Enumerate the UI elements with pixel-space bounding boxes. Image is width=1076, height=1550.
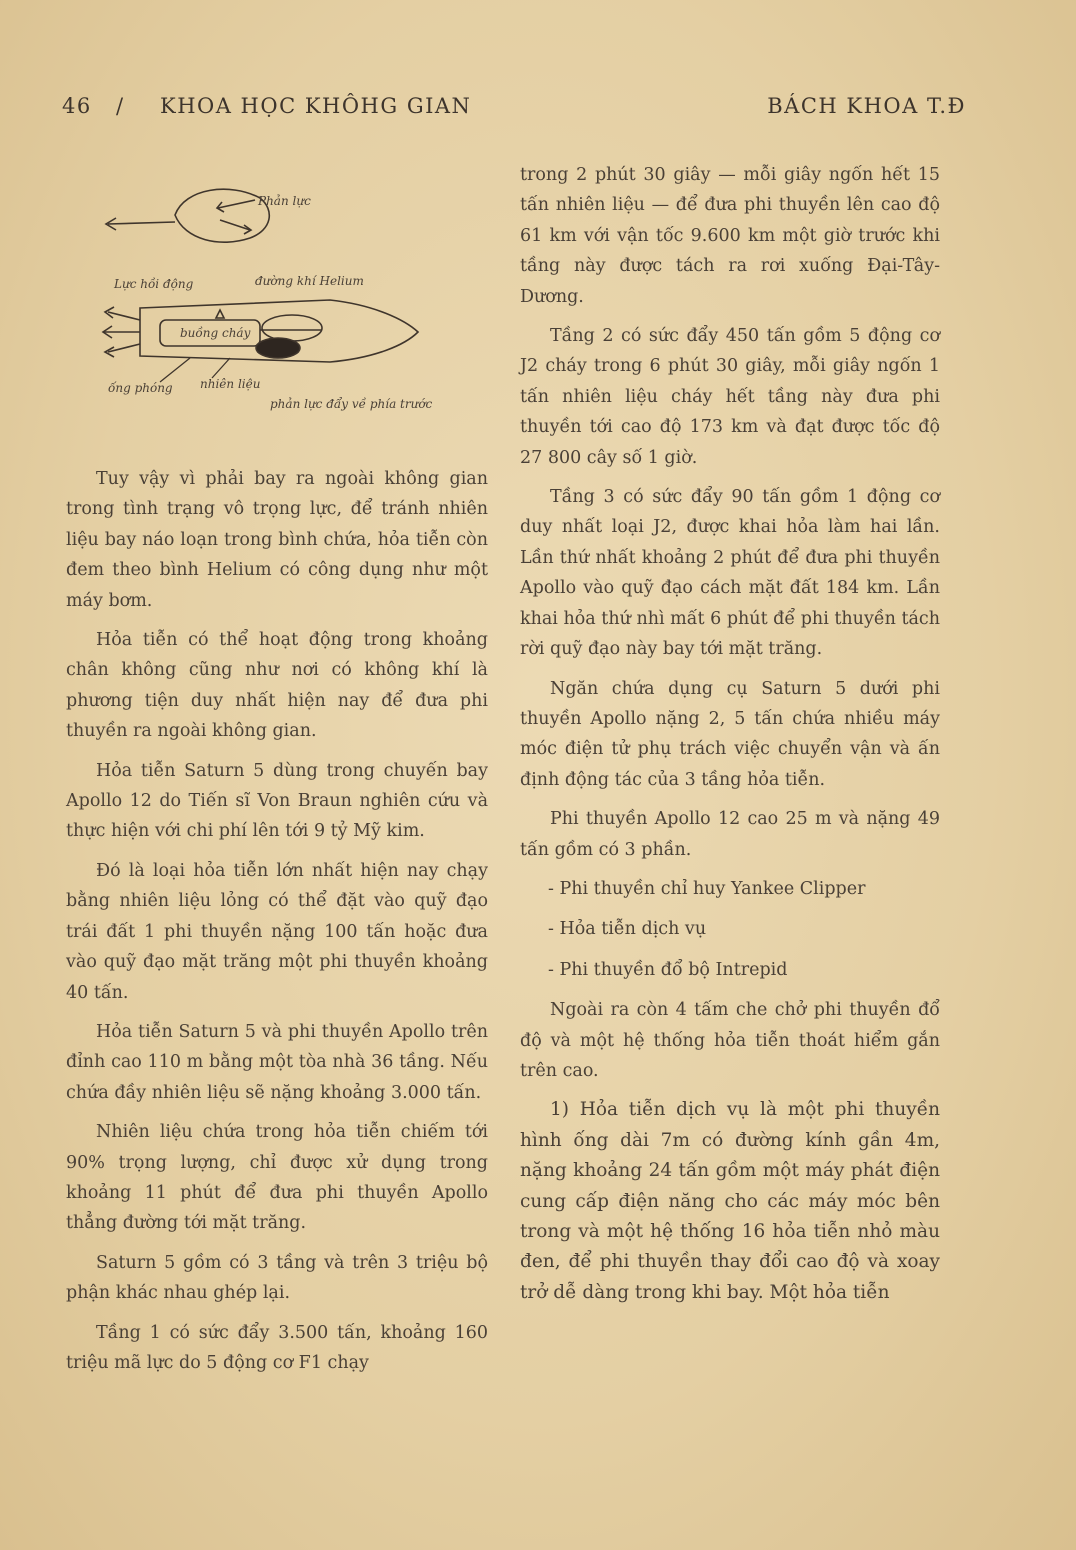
paragraph: Hỏa tiễn Saturn 5 và phi thuyền Apollo trên đỉnh cao 110 m bằng một tòa nhà 36 tầng. Nếu chứa đầy nhiên liệu sẽ nặng khoảng 3.000 tấn. bbox=[66, 1021, 488, 1103]
paragraph: Hỏa tiễn Saturn 5 dùng trong chuyến bay Apollo 12 do Tiến sĩ Von Braun nghiên cứu và thực hiện với chi phí lên tới 9 tỷ Mỹ kim. bbox=[66, 760, 488, 842]
section-title: KHOA HỌC KHÔHG GIAN bbox=[160, 94, 472, 118]
thrust-label: Phản lực bbox=[258, 194, 311, 208]
list-item: - Phi thuyền chỉ huy Yankee Clipper bbox=[548, 878, 866, 899]
page-header bbox=[62, 94, 966, 124]
rocket-diagram bbox=[100, 160, 460, 440]
paragraph: Ngăn chứa dụng cụ Saturn 5 dưới phi thuyền Apollo nặng 2, 5 tấn chứa nhiều máy móc điện tử phụ trách việc chuyển vận và ấn định động tác của 3 tầng hỏa tiễn. bbox=[520, 678, 940, 790]
rocket-body bbox=[103, 300, 418, 362]
paragraph: Ngoài ra còn 4 tấm che chở phi thuyền đổ độ và một hệ thống hỏa tiễn thoát hiểm gắn trên cao. bbox=[520, 1000, 940, 1081]
forward-thrust-label: phản lực đẩy về phía trước bbox=[270, 397, 433, 411]
list-item: - Hỏa tiễn dịch vụ bbox=[548, 919, 707, 940]
paragraph: Tầng 3 có sức đẩy 90 tấn gồm 1 động cơ duy nhất loại J2, được khai hỏa làm hai lần. Lần thứ nhất khoảng 2 phút để đưa phi thuyền Apollo vào quỹ đạo cách mặt đất 184 km. Lần khai hỏa thứ nhì mất 6 phút để phi thuyền tách rời quỹ đạo này bay tới mặt trăng. bbox=[520, 487, 940, 660]
reactive-force-label: Lực hồi động bbox=[114, 277, 194, 291]
nozzle-label: ống phóng bbox=[108, 381, 173, 395]
paragraph: Tầng 2 có sức đẩy 450 tấn gồm 5 động cơ J2 cháy trong 6 phút 30 giây, mỗi giây ngốn 1 tấn nhiên liệu cháy hết tầng này đưa phi thuyền tới cao độ 173 km và đạt được tốc độ 27 800 cây số 1 giờ. bbox=[520, 326, 940, 468]
paragraph: Saturn 5 gồm có 3 tầng và trên 3 triệu bộ phận khác nhau ghép lại. bbox=[66, 1252, 488, 1304]
page-number: 46 bbox=[62, 94, 92, 118]
header-separator: / bbox=[116, 94, 125, 118]
journal-title: BÁCH KHOA T.Đ bbox=[767, 94, 966, 118]
fuel-label: nhiên liệu bbox=[200, 377, 261, 391]
numbered-paragraph: 1) Hỏa tiễn dịch vụ là một phi thuyền hình ống dài 7m có đường kính gần 4m, nặng khoảng 24 tấn gồm một máy phát điện cung cấp điện năng cho các máy móc bên trong và một hệ thống 16 hỏa tiễn nhỏ màu đen, để phi thuyền thay đổi cao độ và xoay trở dễ dàng trong khi bay. Một hỏa tiễn bbox=[520, 1099, 940, 1303]
thrust-sketch bbox=[106, 189, 269, 242]
list-item: - Phi thuyền đổ bộ Intrepid bbox=[548, 959, 788, 980]
paragraph: Hỏa tiễn có thể hoạt động trong khoảng chân không cũng như nơi có không khí là phương tiện duy nhất hiện nay để đưa phi thuyền ra ngoài không gian. bbox=[66, 630, 488, 742]
right-column bbox=[520, 160, 940, 1317]
paragraph: Tầng 1 có sức đẩy 3.500 tấn, khoảng 160 triệu mã lực do 5 động cơ F1 chạy bbox=[66, 1322, 488, 1373]
paragraph: Đó là loại hỏa tiễn lớn nhất hiện nay chạy bằng nhiên liệu lỏng có thể đặt vào quỹ đạo trái đất 1 phi thuyền nặng 100 tấn hoặc đưa vào quỹ đạo mặt trăng một phi thuyền khoảng 40 tấn. bbox=[66, 860, 488, 1003]
paragraph: Tuy vậy vì phải bay ra ngoài không gian trong tình trạng vô trọng lực, để tránh nhiên liệu bay náo loạn trong bình chứa, hỏa tiễn còn đem theo bình Helium có công dụng như một máy bơm. bbox=[66, 469, 488, 611]
paragraph: Phi thuyền Apollo 12 cao 25 m và nặng 49 tấn gồm có 3 phần. bbox=[520, 809, 940, 860]
continued-paragraph: trong 2 phút 30 giây — mỗi giây ngốn hết 15 tấn nhiên liệu — để đưa phi thuyền lên cao độ 61 km với vận tốc 9.600 km một giờ trước khi tầng này được tách ra rơi xuống Đại-Tây-Dương. bbox=[520, 165, 940, 307]
rocket-diagram-drawing bbox=[100, 160, 460, 440]
paragraph: Nhiên liệu chứa trong hỏa tiễn chiếm tới 90% trọng lượng, chỉ được xử dụng trong khoảng 11 phút để đưa phi thuyền Apollo thẳng đường tới mặt trăng. bbox=[66, 1122, 488, 1234]
combustion-label: buồng cháy bbox=[180, 326, 251, 340]
helium-line-label: đường khí Helium bbox=[255, 274, 364, 288]
left-column bbox=[66, 464, 488, 1387]
